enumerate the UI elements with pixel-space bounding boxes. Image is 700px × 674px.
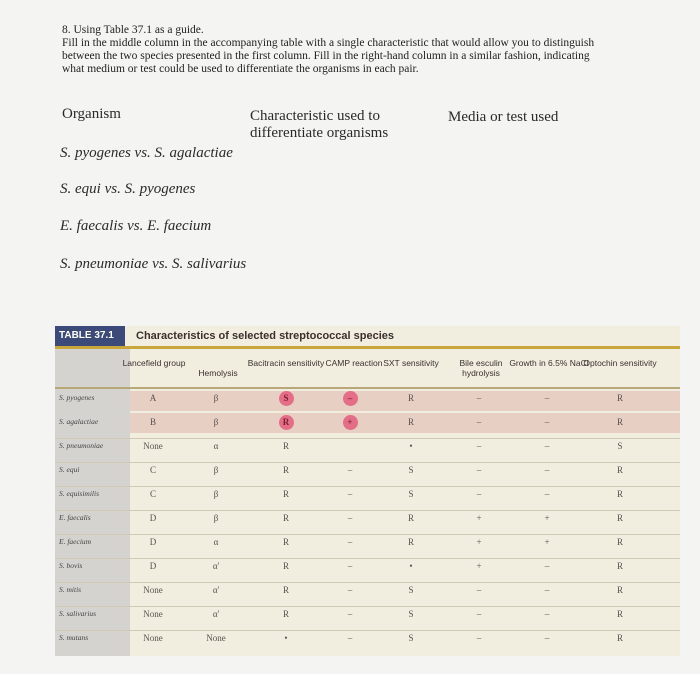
table-cell: +	[476, 561, 482, 571]
table-row-organism: S. equi	[59, 465, 80, 474]
table-cell: R	[282, 537, 289, 547]
table-cell: –	[347, 513, 353, 523]
table-cell: α'	[212, 561, 220, 571]
question-line: 8. Using Table 37.1 as a guide.	[62, 24, 204, 36]
table-cell: β	[213, 513, 219, 523]
table-cell: R	[616, 513, 623, 523]
organism-pair: S. pyogenes vs. S. agalactiae	[60, 145, 233, 161]
row-divider	[55, 558, 680, 559]
table-cell: –	[476, 633, 482, 643]
table-cell: •	[284, 633, 288, 643]
table-row-organism: E. faecium	[59, 537, 92, 546]
table-cell: R	[616, 417, 623, 427]
table-row-organism: S. salivarius	[59, 609, 97, 618]
table-cell: R	[616, 465, 623, 475]
col-header: Lancefield group	[122, 358, 186, 368]
organism-pair: E. faecalis vs. E. faecium	[60, 218, 212, 234]
table-row-organism: S. pneumoniae	[59, 441, 104, 450]
table-cell: –	[544, 441, 550, 451]
table-cell: β	[213, 465, 219, 475]
table-cell: +	[476, 537, 482, 547]
table-cell: α'	[212, 585, 220, 595]
table-cell: +	[476, 513, 482, 523]
col-header: Bacitracin sensitivity	[247, 358, 325, 368]
table-cell: α'	[212, 609, 220, 619]
table-cell: C	[149, 465, 156, 475]
table-row-organism: S. pyogenes	[59, 393, 95, 402]
table-cell: +	[544, 513, 550, 523]
table-cell: R	[616, 561, 623, 571]
organism-pair: S. equi vs. S. pyogenes	[60, 181, 196, 197]
row-divider	[55, 606, 680, 607]
question-line: between the two species presented in the first column. Fill in the right-hand column in a similar fashion, indicating	[62, 50, 590, 62]
organism-pair: S. pneumoniae vs. S. salivarius	[60, 256, 247, 272]
table-cell: None	[143, 633, 163, 643]
table-cell: R	[616, 633, 623, 643]
table-cell: S	[408, 609, 414, 619]
table-cell: –	[476, 585, 482, 595]
table-cell: R	[407, 513, 414, 523]
table-cell: R	[407, 417, 414, 427]
table-cell: –	[347, 633, 353, 643]
table-cell: S	[408, 633, 414, 643]
characteristic-header-line: differentiate organisms	[250, 125, 389, 141]
row-divider	[55, 510, 680, 511]
table-cell: –	[544, 633, 550, 643]
table-cell: –	[347, 561, 353, 571]
table-cell: S	[408, 585, 414, 595]
question-line: Fill in the middle column in the accompanying table with a single characteristic that would allow you to distinguish	[62, 37, 595, 49]
table-cell: R	[407, 393, 414, 403]
table-cell: None	[143, 609, 163, 619]
table-cell: R	[282, 609, 289, 619]
row-divider	[55, 582, 680, 583]
col-header: Optochin sensitivity	[583, 358, 657, 368]
table-cell: β	[213, 393, 219, 403]
table-cell: S	[408, 489, 414, 499]
table-cell: –	[476, 489, 482, 499]
table-cell: R	[282, 441, 289, 451]
row-divider	[55, 462, 680, 463]
table-cell: None	[206, 633, 226, 643]
table-cell: –	[347, 537, 353, 547]
table-cell: –	[347, 609, 353, 619]
table-cell: –	[476, 441, 482, 451]
col-header: Hemolysis	[198, 368, 238, 378]
row-divider	[55, 630, 680, 631]
table-row-organism: E. faecalis	[59, 513, 91, 522]
table-cell: R	[282, 465, 289, 475]
table-cell: +	[544, 537, 550, 547]
table-label: TABLE 37.1	[55, 326, 125, 346]
table-cell: C	[149, 489, 156, 499]
table-cell: –	[347, 585, 353, 595]
table-cell: A	[149, 393, 157, 403]
table-cell: α	[213, 537, 219, 547]
table-row-organism: S. equisimilis	[59, 489, 100, 498]
media-header: Media or test used	[448, 109, 559, 125]
col-header: CAMP reaction	[325, 358, 383, 368]
organism-header: Organism	[62, 106, 121, 122]
table-cell: R	[282, 417, 290, 427]
row-divider	[55, 534, 680, 535]
table-cell: •	[409, 561, 413, 571]
table-row-organism: S. bovis	[59, 561, 83, 570]
table-cell: S	[617, 441, 623, 451]
table-cell: R	[616, 585, 623, 595]
table-cell: –	[476, 465, 482, 475]
table-cell: –	[476, 393, 482, 403]
table-cell: D	[149, 561, 157, 571]
table-cell: +	[347, 417, 353, 427]
table-cell: D	[149, 513, 157, 523]
table-cell: –	[347, 393, 353, 403]
table-cell: –	[476, 417, 482, 427]
table-cell: R	[282, 561, 289, 571]
table-cell: R	[616, 393, 623, 403]
row-divider	[55, 486, 680, 487]
table-cell: –	[544, 561, 550, 571]
table-cell: None	[143, 585, 163, 595]
table-cell: R	[407, 537, 414, 547]
table-cell: –	[347, 465, 353, 475]
table-cell: –	[544, 465, 550, 475]
table-row-organism: S. agalactiae	[59, 417, 99, 426]
table-cell: S	[283, 393, 289, 403]
table-cell: –	[544, 585, 550, 595]
question-line: what medium or test could be used to differentiate the organisms in each pair.	[62, 63, 419, 75]
table-cell: –	[347, 489, 353, 499]
table-cell: D	[149, 537, 157, 547]
table-cell: β	[213, 417, 219, 427]
table-cell: R	[616, 489, 623, 499]
table-row-organism: S. mutans	[59, 633, 89, 642]
header-rule	[55, 387, 680, 389]
table-cell: None	[143, 441, 163, 451]
table-cell: –	[544, 417, 550, 427]
row-divider	[55, 438, 680, 439]
table-cell: –	[544, 609, 550, 619]
characteristic-header	[250, 108, 388, 142]
table-cell: R	[616, 609, 623, 619]
table-cell: S	[408, 465, 414, 475]
table-cell: β	[213, 489, 219, 499]
table-cell: –	[476, 609, 482, 619]
col-header: Growth in 6.5% NaCl	[509, 358, 589, 368]
table-cell: R	[282, 513, 289, 523]
characteristic-header-line: Characteristic used to	[250, 108, 380, 124]
table-cell: α	[213, 441, 219, 451]
table-cell: R	[616, 537, 623, 547]
question-text	[62, 24, 662, 76]
table-title: Characteristics of selected streptococcal species	[136, 330, 395, 342]
table-cell: –	[544, 489, 550, 499]
table-cell: B	[149, 417, 156, 427]
table-cell: R	[282, 585, 289, 595]
table-cell: •	[409, 441, 413, 451]
table-cell: R	[282, 489, 289, 499]
table-cell: –	[544, 393, 550, 403]
col-header: SXT sensitivity	[383, 358, 439, 368]
title-rule	[55, 346, 680, 349]
table-row-organism: S. mitis	[59, 585, 82, 594]
col-header: Bile esculin hydrolysis	[459, 358, 503, 378]
